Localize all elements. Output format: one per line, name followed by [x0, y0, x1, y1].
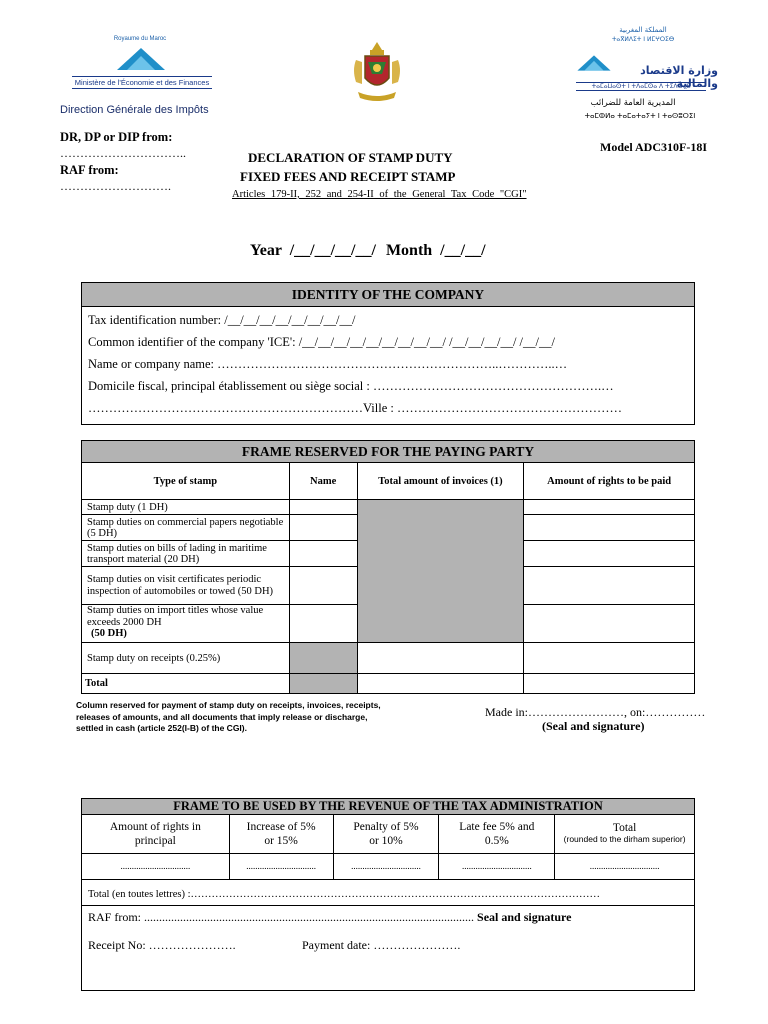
year-label: Year	[250, 242, 282, 259]
receipt-no-field[interactable]: Receipt No: ………………….	[88, 938, 236, 952]
tax-id-field[interactable]: Tax identification number: /__/__/__/__/__/__/__/__/	[88, 313, 356, 327]
year-month-line	[250, 242, 486, 260]
paying-title-bar	[81, 440, 695, 462]
increase-value[interactable]: ...............................	[229, 853, 333, 879]
name-cell[interactable]	[289, 500, 357, 515]
arabic-kingdom-text: المملكة المغربية	[619, 26, 667, 34]
logo-country-text: Royaume du Maroc	[113, 36, 167, 42]
tifinagh-kingdom-text: ⵜⴰⴳⵍⴷⵉⵜ ⵏ ⵍⵎⵖⵔⵉⴱ	[611, 36, 675, 43]
revenue-table	[81, 815, 695, 880]
rights-cell[interactable]	[524, 605, 695, 643]
table-row	[82, 500, 695, 515]
shaded-cell	[289, 674, 357, 694]
header-name: Name	[289, 463, 357, 500]
rights-cell[interactable]	[524, 643, 695, 674]
stamp-type-cell: Stamp duty (1 DH)	[82, 500, 290, 515]
dr-dots: …………………………..	[60, 146, 186, 160]
raf-dots: ……………………….	[60, 179, 171, 193]
name-cell[interactable]	[289, 515, 357, 541]
revenue-raf-line	[88, 910, 571, 925]
total-row	[82, 674, 695, 694]
name-cell[interactable]	[289, 567, 357, 605]
stamp-type-text: Stamp duties on import titles whose value exceeds 2000 DH	[87, 605, 264, 628]
name-cell[interactable]	[289, 605, 357, 643]
revenue-title: FRAME TO BE USED BY THE REVENUE OF THE TAX ADMINISTRATION	[82, 799, 694, 815]
header-rights-to-pay: Amount of rights to be paid	[524, 463, 695, 500]
stamp-type-cell: Stamp duties on visit certificates periodic inspection of automobiles or towed (50 DH)	[82, 567, 290, 605]
ministry-emblem-icon	[115, 46, 167, 72]
revenue-value-row	[82, 853, 695, 879]
revenue-frame	[81, 798, 695, 991]
model-number: Model ADC310F-18I	[600, 140, 707, 154]
header-late-fee: Late fee 5% and 0.5%	[439, 815, 555, 853]
royal-coat-of-arms-icon	[348, 40, 406, 106]
header-total: Total	[612, 822, 637, 835]
shaded-cell	[357, 500, 524, 643]
stamp-type-amount: (50 DH)	[91, 628, 127, 639]
rights-cell[interactable]	[524, 515, 695, 541]
year-slots: /__/__/__/__/	[289, 242, 376, 259]
name-cell[interactable]	[289, 541, 357, 567]
rights-cell[interactable]	[524, 541, 695, 567]
header-type-of-stamp: Type of stamp	[82, 463, 290, 500]
arabic-ministry-text: وزارة الاقتصاد والمالية	[640, 64, 718, 90]
ministry-emblem-right-icon	[576, 50, 612, 76]
stamp-type-cell: Stamp duties on commercial papers negotiable (5 DH)	[82, 515, 290, 541]
rights-cell[interactable]	[524, 567, 695, 605]
divider	[82, 905, 694, 906]
month-slots: /__/__/	[440, 242, 486, 259]
seal-signature-label: (Seal and signature)	[542, 719, 645, 733]
late-fee-value[interactable]: ...............................	[439, 853, 555, 879]
table-row	[82, 643, 695, 674]
total-label: Total	[82, 674, 290, 694]
paying-title: FRAME RESERVED FOR THE PAYING PARTY	[82, 441, 694, 462]
company-name-field[interactable]: Name or company name: …………………………………………………………..…………..…	[88, 357, 568, 371]
ice-field[interactable]: Common identifier of the company 'ICE': /__/__/__/__/__/__/__/__/__/ /__/__/__/__/ /__/__/	[88, 335, 555, 349]
total-in-letters-field[interactable]: Total (en toutes lettres) :………………………………………………………………………………………………………	[88, 889, 600, 900]
header-total-sub: (rounded to the dirham superior)	[563, 834, 686, 845]
arabic-directorate-text: المديرية العامة للضرائب	[590, 98, 676, 108]
penalty-value[interactable]: ...............................	[333, 853, 439, 879]
made-in-field[interactable]: Made in:……………………, on:……………	[485, 705, 706, 719]
stamp-type-cell: Stamp duty on receipts (0.25%)	[82, 643, 290, 674]
articles-reference: Articles 179-II, 252 and 254-II of the General Tax Code "CGI"	[232, 189, 527, 200]
title-line-2: FIXED FEES AND RECEIPT STAMP	[240, 169, 456, 184]
stamp-type-cell: Stamp duties on bills of lading in maritime transport material (20 DH)	[82, 541, 290, 567]
header-total-cell	[555, 815, 695, 853]
column-note: Column reserved for payment of stamp duty on receipts, invoices, receipts, releases of amounts, and all documents that imply release or discharge, settled in cash (article 252(I-B) of the CGI).	[76, 700, 381, 733]
title-line-1: DECLARATION OF STAMP DUTY	[248, 150, 453, 165]
paying-header-row	[82, 463, 695, 500]
header-increase: Increase of 5% or 15%	[229, 815, 333, 853]
principal-value[interactable]: ...............................	[82, 853, 230, 879]
rights-total-cell[interactable]	[524, 674, 695, 694]
paying-table	[81, 462, 695, 694]
ministry-logo	[60, 36, 220, 120]
logo-directorate-text: Direction Générale des Impôts	[60, 104, 209, 116]
ministry-arabic-logo	[568, 26, 718, 126]
domicile-field[interactable]: Domicile fiscal, principal établissement ou siège social : ……………………………………………….…	[88, 379, 614, 393]
tifinagh-directorate-text: ⵜⴰⵎⵀⵍⴰ ⵜⴰⵎⴰⵜⴰⵢⵜ ⵏ ⵜⴰⵙⵓⵔⵉⵏ	[584, 112, 696, 120]
rights-cell[interactable]	[524, 500, 695, 515]
invoice-total-cell[interactable]	[357, 674, 524, 694]
header-principal: Amount of rights in principal	[82, 815, 230, 853]
logo-ministry-text: Ministère de l'Économie et des Finances	[72, 76, 212, 89]
payment-date-field[interactable]: Payment date: ………………….	[302, 938, 461, 952]
stamp-type-cell	[82, 605, 290, 643]
revenue-seal-label: Seal and signature	[477, 910, 572, 924]
header-total-invoices: Total amount of invoices (1)	[357, 463, 524, 500]
dr-label: DR, DP or DIP from:	[60, 130, 173, 144]
invoice-total-cell[interactable]	[357, 643, 524, 674]
identity-frame	[81, 282, 695, 425]
month-label: Month	[385, 242, 433, 259]
identity-title: IDENTITY OF THE COMPANY	[82, 283, 694, 307]
revenue-header-row	[82, 815, 695, 853]
total-value[interactable]: ...............................	[555, 853, 695, 879]
raf-label: RAF from:	[60, 163, 119, 177]
tifinagh-ministry-text: ⵜⴰⵎⴰⵡⴰⵙⵜ ⵏ ⵜⴷⴰⵎⵙⴰ ⴷ ⵜⵉⴷⵔⴰⵎ	[576, 82, 706, 91]
revenue-raf-field[interactable]: RAF from: ..............................................................................................................	[88, 910, 475, 924]
header-penalty: Penalty of 5% or 10%	[333, 815, 439, 853]
ville-field[interactable]: …………………………………………………………Ville : ………………………………………………	[88, 401, 622, 415]
shaded-cell	[289, 643, 357, 674]
